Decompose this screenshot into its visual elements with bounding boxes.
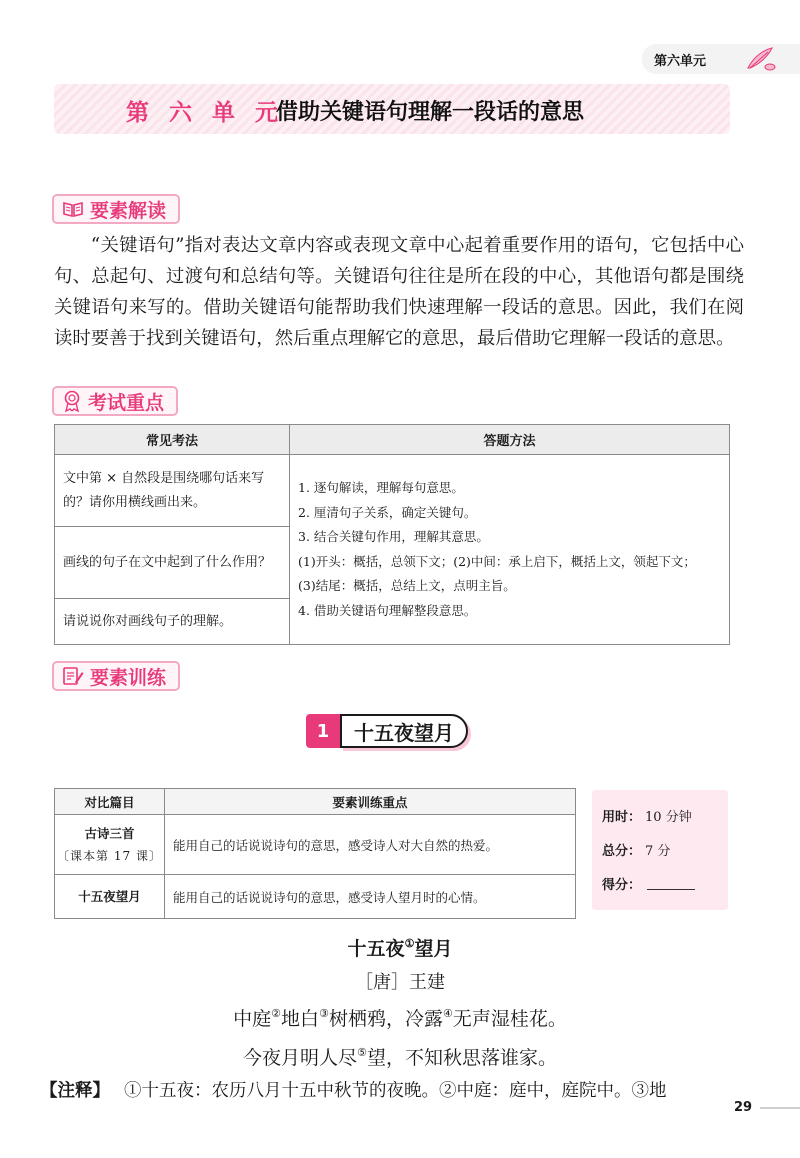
score-info-box (592, 790, 728, 910)
method-line: 2. 厘清句子关系，确定关键句。 (298, 504, 477, 520)
section-heading-exam (52, 386, 178, 416)
lesson-number: 1 (306, 714, 340, 748)
section-heading-label: 要素训练 (90, 666, 167, 689)
table-header: 答题方法 (290, 425, 730, 455)
poem-text: 树栖鸦，冷露 (328, 1008, 443, 1030)
poem-text: 今夜月明人尽 (243, 1047, 358, 1069)
compare-table (54, 788, 576, 919)
compare-title-main: 古诗三首 (84, 825, 135, 841)
unit-tab-label: 第六单元 (654, 54, 707, 69)
lesson-tag (306, 714, 468, 748)
method-line: 1. 逐句解读，理解每句意思。 (298, 480, 464, 495)
question-type: 文中第 × 自然段是围绕哪句话来写的？请你用横线画出来。 (55, 455, 290, 527)
page-number-rule (760, 1107, 800, 1109)
poem-text: 地白 (281, 1008, 320, 1030)
compare-focus: 能用自己的话说说诗句的意思，感受诗人对大自然的热爱。 (165, 815, 576, 875)
table-header: 对比篇目 (55, 789, 165, 815)
medal-icon (62, 390, 82, 412)
time-row (602, 798, 718, 832)
total-label: 总分： (602, 843, 642, 859)
section-heading-label: 考试重点 (88, 391, 165, 414)
poem-title-text: 十五夜 (347, 938, 405, 960)
score-label: 得分： (602, 877, 642, 893)
table-header: 要素训练重点 (165, 789, 576, 815)
compare-title-main: 十五夜望月 (78, 888, 141, 904)
exam-method-table (54, 424, 730, 645)
poem-text: 望，不知秋思落谁家。 (366, 1047, 557, 1069)
poem-text: 无声湿桂花。 (452, 1008, 567, 1030)
total-value: 7 分 (645, 843, 671, 859)
section-heading-training (52, 661, 180, 691)
compare-title-sub: 〔课本第 17 课〕 (57, 848, 162, 863)
pencil-note-icon (62, 666, 84, 686)
topic-title: 借助关键语句理解一段话的意思 (276, 100, 585, 125)
note-mark: ① (404, 937, 415, 950)
unit-tab (642, 44, 800, 74)
compare-title (55, 815, 165, 875)
method-line: 4. 借助关键语句理解整段意思。 (298, 602, 477, 618)
question-type: 画线的句子在文中起到了什么作用？ (55, 527, 290, 599)
notes-label: 【注释】 (40, 1081, 110, 1101)
poem-title-text: 望月 (414, 938, 453, 960)
element-explanation-paragraph: “关键语句”指对表达文章内容或表现文章中心起着重要作用的语句，它包括中心句、总起句、过渡句和总结句等。关键语句往往是所在段的中心，其他语句都是围绕关键语句来写的。借助关键语句能帮助我们快速理解一段话的意思。因此，我们在阅读时要善于找到关键语句，然后重点理解它的意思，最后借助它理解一段话的意思。 (54, 235, 744, 349)
score-blank[interactable] (647, 876, 695, 890)
note-mark: ② (271, 1007, 282, 1020)
compare-focus: 能用自己的话说说诗句的意思，感受诗人望月时的心情。 (165, 875, 576, 919)
time-value: 10 分钟 (645, 809, 692, 825)
method-line: (3)结尾：概括，总结上文，点明主旨。 (298, 578, 516, 593)
total-row (602, 832, 718, 866)
poem-title (0, 934, 800, 961)
note-mark: ④ (442, 1007, 453, 1020)
poem-line (0, 1004, 800, 1031)
poem-line (0, 1043, 800, 1070)
lesson-name: 十五夜望月 (340, 714, 468, 748)
poem-notes (40, 1077, 740, 1102)
note-mark: ③ (319, 1007, 329, 1020)
compare-title (55, 875, 165, 919)
answer-methods (290, 455, 730, 645)
open-book-icon (62, 200, 84, 218)
section-heading-label: 要素解读 (90, 199, 167, 222)
time-label: 用时： (602, 809, 642, 825)
score-row (602, 866, 718, 900)
unit-title: 第 六 单 元 (126, 100, 285, 126)
question-type: 请说说你对画线句子的理解。 (55, 599, 290, 645)
title-banner (54, 84, 730, 134)
method-line: (1)开头：概括，总领下文；(2)中间：承上启下，概括上文，领起下文； (298, 553, 696, 569)
note-mark: ⑤ (357, 1046, 367, 1059)
poem-text: 中庭 (233, 1008, 272, 1030)
page-number: 29 (734, 1100, 753, 1115)
method-line: 3. 结合关键句作用，理解其意思。 (298, 529, 489, 544)
feather-pen-icon (742, 46, 778, 76)
section-heading-reading (52, 194, 180, 224)
poem-author: ［唐］王建 (355, 972, 445, 993)
notes-text: ①十五夜：农历八月十五中秋节的夜晚。②中庭：庭中，庭院中。③地 (124, 1081, 667, 1101)
table-header: 常见考法 (55, 425, 290, 455)
